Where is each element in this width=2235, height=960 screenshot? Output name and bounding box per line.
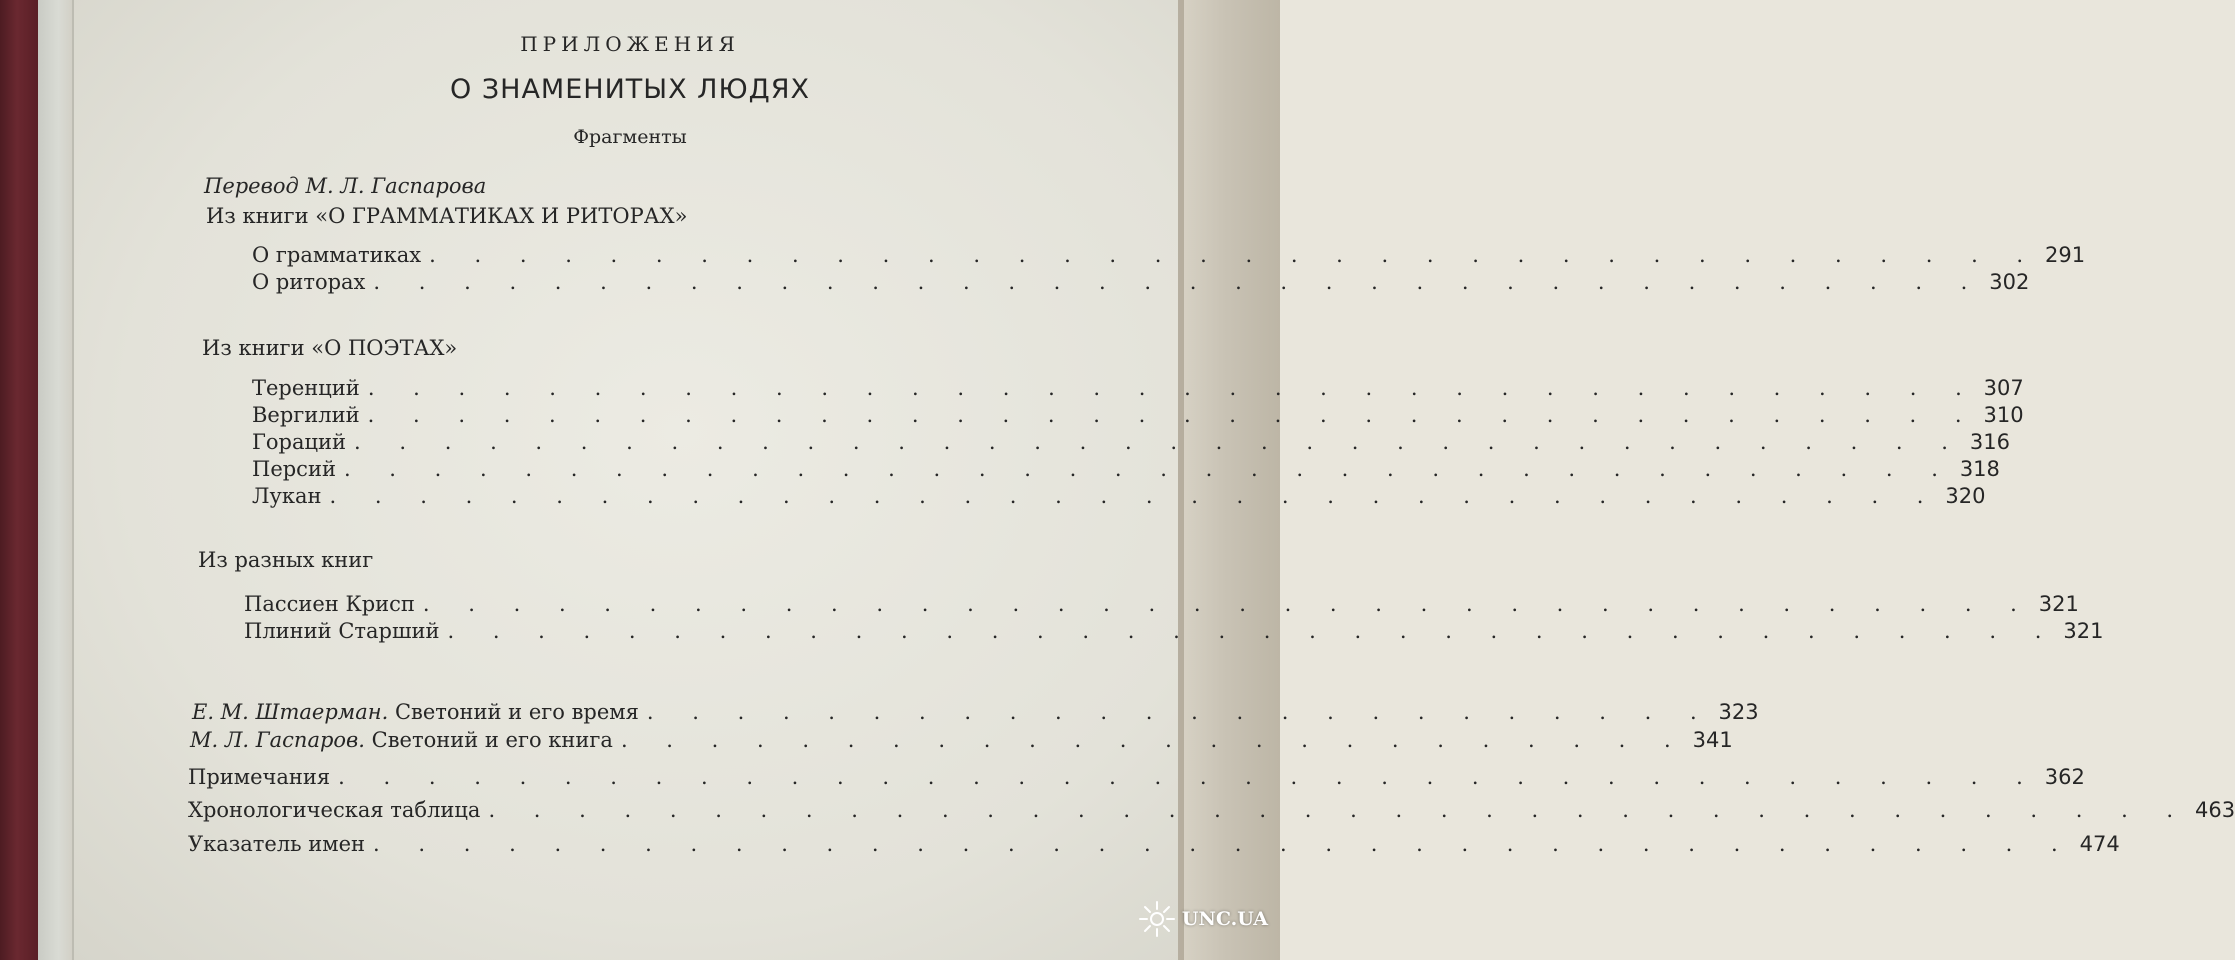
toc-entry xyxy=(188,765,2085,789)
section-heading-poets: Из книги «О ПОЭТАХ» xyxy=(202,336,458,360)
toc-entry xyxy=(252,270,2030,294)
leader-dots: . . . . . . . . . . . . . . . . . . . . . . . . . . . . . . . . . . . . xyxy=(367,376,1978,400)
toc-entry xyxy=(244,619,2104,643)
leader-dots: . . . . . . . . . . . . . . . . . . . . . . . . xyxy=(620,728,1687,752)
leader-dots: . . . . . . . . . . . . . . . . . . . . . . . . . . . . . . . . . . . . xyxy=(343,457,1954,481)
toc-entry-label: О риторах xyxy=(252,270,366,294)
toc-entry-page: 316 xyxy=(1969,430,2010,454)
toc-entry-label: Теренций xyxy=(252,376,360,400)
toc-entry-page: 320 xyxy=(1945,484,1986,508)
toc-entry-page: 341 xyxy=(1692,728,1733,752)
toc-entry-page: 310 xyxy=(1983,403,2024,427)
toc-entry-label: Гораций xyxy=(252,430,347,454)
watermark xyxy=(1138,900,1268,938)
leader-dots: . . . . . . . . . . . . . . . . . . . . . . . . . . . . . . . . . . . . . . xyxy=(488,798,2190,822)
essay-author: Е. М. Штаерман. xyxy=(192,700,389,724)
toc-entry-page: 362 xyxy=(2044,765,2085,789)
essay-author: М. Л. Гаспаров. xyxy=(190,728,365,752)
leader-dots: . . . . . . . . . . . . . . . . . . . . . . . . . . . . . . . . . . . . . . xyxy=(338,765,2039,789)
toc-entry xyxy=(244,592,2079,616)
essay-title: Светоний и его время xyxy=(394,700,639,724)
toc-entry-label: Плиний Старший xyxy=(244,619,440,643)
toc-entry-label: Вергилий xyxy=(252,403,360,427)
leader-dots: . . . . . . . . . . . . . . . . . . . . . . . . . . . . . . . . . . . . xyxy=(422,592,2033,616)
page-subtitle: Фрагменты xyxy=(573,126,687,148)
toc-entry-label: Пассиен Крисп xyxy=(244,592,415,616)
leader-dots: . . . . . . . . . . . . . . . . . . . . . . . . . . . . . . . . . . . . . . xyxy=(373,832,2074,856)
toc-entry-label: Указатель имен xyxy=(188,832,366,856)
toc-entry-essay xyxy=(190,728,1733,752)
toc-entry-page: 474 xyxy=(2079,832,2120,856)
toc-entry xyxy=(188,798,2235,822)
facing-page-edge xyxy=(38,0,74,960)
appendices-heading: ПРИЛОЖЕНИЯ xyxy=(520,32,740,56)
toc-entry-page: 291 xyxy=(2045,243,2086,267)
toc-entry-label: Примечания xyxy=(188,765,331,789)
toc-entry xyxy=(252,243,2086,267)
translator-credit: Перевод М. Л. Гаспарова xyxy=(204,174,487,198)
toc-entry-label: О грамматиках xyxy=(252,243,422,267)
toc-entry xyxy=(188,832,2120,856)
toc-entry-label: Персий xyxy=(252,457,336,481)
book-cover-edge xyxy=(0,0,38,960)
leader-dots: . . . . . . . . . . . . . . . . . . . . . . . . xyxy=(646,700,1713,724)
toc-entry-label: Хронологическая таблица xyxy=(188,798,481,822)
toc-entry-essay xyxy=(192,700,1759,724)
toc-entry-page: 323 xyxy=(1718,700,1759,724)
section-heading-grammarians: Из книги «О ГРАММАТИКАХ И РИТОРАХ» xyxy=(206,204,688,228)
leader-dots: . . . . . . . . . . . . . . . . . . . . . . . . . . . . . . . . . . . . xyxy=(367,403,1978,427)
section-heading-various: Из разных книг xyxy=(198,548,374,572)
toc-entry-page: 321 xyxy=(2063,619,2104,643)
leader-dots: . . . . . . . . . . . . . . . . . . . . . . . . . . . . . . . . . . . . xyxy=(329,484,1940,508)
leader-dots: . . . . . . . . . . . . . . . . . . . . . . . . . . . . . . . . . . . . xyxy=(429,243,2040,267)
toc-entry xyxy=(252,376,2024,400)
leader-dots: . . . . . . . . . . . . . . . . . . . . . . . . . . . . . . . . . . . . xyxy=(373,270,1984,294)
toc-entry-page: 318 xyxy=(1959,457,2000,481)
essay-title: Светоний и его книга xyxy=(371,728,613,752)
toc-entry-label: Лукан xyxy=(252,484,322,508)
sunburst-logo-icon xyxy=(1138,900,1176,938)
toc-entry xyxy=(252,457,2000,481)
toc-entry-page: 302 xyxy=(1989,270,2030,294)
toc-entry-page: 463 xyxy=(2195,798,2235,822)
watermark-text: UNC.UA xyxy=(1181,908,1268,930)
leader-dots: . . . . . . . . . . . . . . . . . . . . . . . . . . . . . . . . . . . . xyxy=(354,430,1964,454)
leader-dots: . . . . . . . . . . . . . . . . . . . . . . . . . . . . . . . . . . . . xyxy=(447,619,2058,643)
toc-entry-page: 307 xyxy=(1983,376,2024,400)
toc-entry xyxy=(252,403,2024,427)
toc-entry-page: 321 xyxy=(2038,592,2079,616)
toc-entry xyxy=(252,484,1986,508)
toc-entry xyxy=(252,430,2010,454)
page-title: О ЗНАМЕНИТЫХ ЛЮДЯХ xyxy=(450,74,810,105)
